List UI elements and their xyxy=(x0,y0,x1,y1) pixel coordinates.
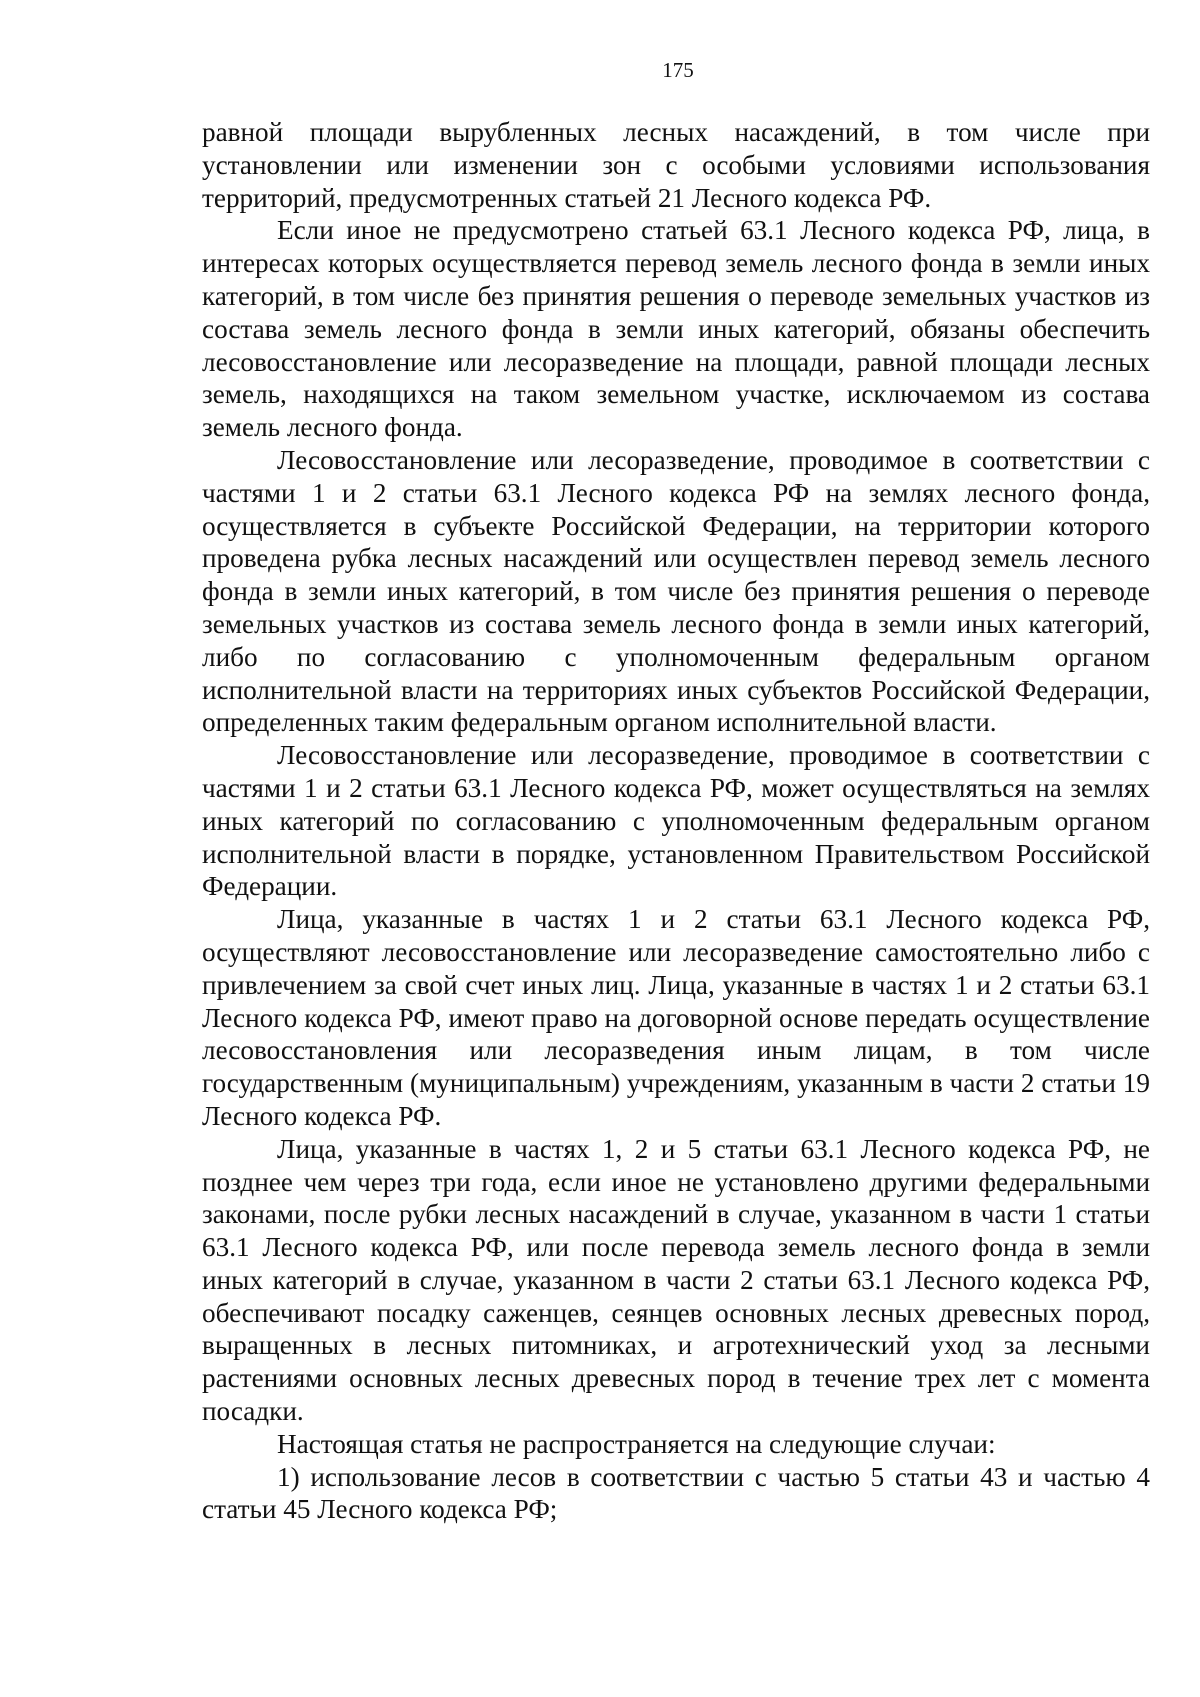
body-text xyxy=(202,116,1150,1526)
paragraph-7: Настоящая статья не распространяется на следующие случаи: xyxy=(277,1428,996,1459)
paragraph-2: Если иное не предусмотрено статьей 63.1 Лесного кодекса РФ, лица, в интересах которых осуществляется перевод земель лесного фонда в земли иных категорий, в том числе без принятия решения о переводе земельных участков из состава земель лесного фонда в земли иных категорий, обязаны обеспечить лесовосстановление или лесоразведение на площади, равной площади лесных земель, находящихся на таком земельном участке, исключаемом из состава земель лесного фонда. xyxy=(202,215,1150,443)
paragraph-3: Лесовосстановление или лесоразведение, проводимое в соответствии с частями 1 и 2 статьи 63.1 Лесного кодекса РФ на землях лесного фонда, осуществляется в субъекте Российской Федерации, на территории которого проведена рубка лесных насаждений или осуществлен перевод земель лесного фонда в земли иных категорий, в том числе без принятия решения о переводе земельных участков из состава земель лесного фонда в земли иных категорий, либо по согласованию с уполномоченным федеральным органом исполнительной власти на территориях иных субъектов Российской Федерации, определенных таким федеральным органом исполнительной власти. xyxy=(202,444,1150,738)
paragraph-6: Лица, указанные в частях 1, 2 и 5 статьи 63.1 Лесного кодекса РФ, не позднее чем через три года, если иное не установлено другими федеральными законами, после рубки лесных насаждений в случае, указанном в части 1 статьи 63.1 Лесного кодекса РФ, или после перевода земель лесного фонда в земли иных категорий в случае, указанном в части 2 статьи 63.1 Лесного кодекса РФ, обеспечивают посадку саженцев, сеянцев основных лесных древесных пород, выращенных в лесных питомниках, и агротехнический уход за лесными растениями основных лесных древесных пород в течение трех лет с момента посадки. xyxy=(202,1133,1150,1427)
paragraph-8: 1) использование лесов в соответствии с частью 5 статьи 43 и частью 4 статьи 45 Лесного кодекса РФ; xyxy=(202,1461,1150,1525)
paragraph-1: равной площади вырубленных лесных насаждений, в том числе при установлении или изменении зон с особыми условиями использования территорий, предусмотренных статьей 21 Лесного кодекса РФ. xyxy=(202,117,1150,213)
paragraph-5: Лица, указанные в частях 1 и 2 статьи 63.1 Лесного кодекса РФ, осуществляют лесовосстановление или лесоразведение самостоятельно либо с привлечением за свой счет иных лиц. Лица, указанные в частях 1 и 2 статьи 63.1 Лесного кодекса РФ, имеют право на договорной основе передать осуществление лесовосстановления или лесоразведения иным лицам, в том числе государственным (муниципальным) учреждениям, указанным в части 2 статьи 19 Лесного кодекса РФ. xyxy=(202,904,1150,1131)
page-number: 175 xyxy=(662,58,694,82)
paragraph-4: Лесовосстановление или лесоразведение, проводимое в соответствии с частями 1 и 2 статьи 63.1 Лесного кодекса РФ, может осуществляться на землях иных категорий по согласованию с уполномоченным федеральным органом исполнительной власти в порядке, установленном Правительством Российской Федерации. xyxy=(202,740,1150,902)
